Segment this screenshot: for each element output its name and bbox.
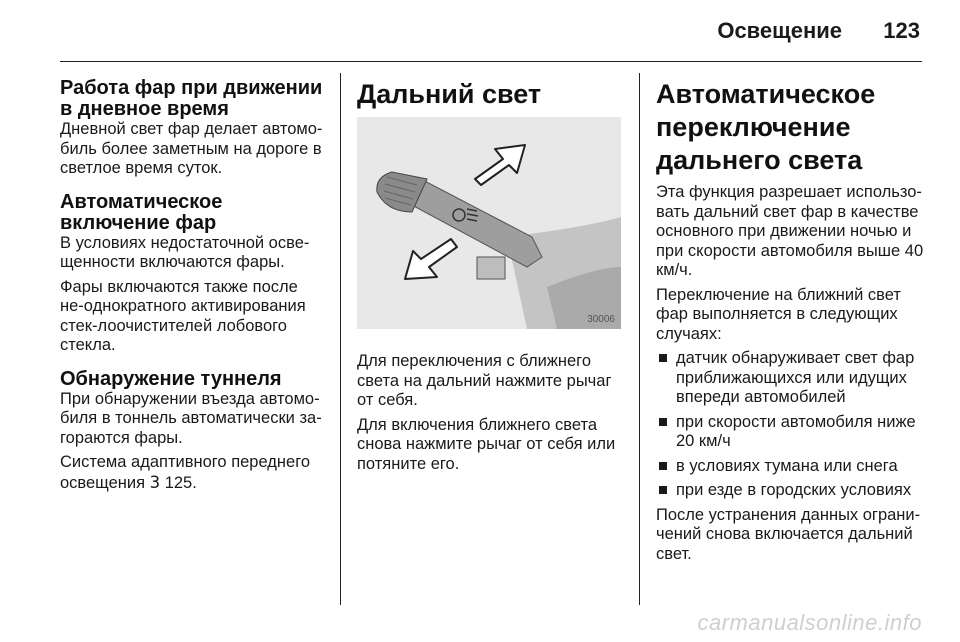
high-beam-lever-figure [357,117,621,329]
paragraph-high-beam-2: Для включения ближнего света снова нажмите рычаг от себя или потяните его. [357,415,616,473]
arrow-reference-icon: 3 [149,472,161,492]
list-item: при езде в городских условиях [656,481,926,501]
bullet-icon [659,486,667,494]
section-title-high-beam: Дальний свет [357,79,542,109]
list-item: при скорости автомобиля ниже 20 км/ч [656,413,926,452]
section-title-auto-light: Автоматическое включение фар [60,190,223,234]
column-left [60,78,324,506]
paragraph-tunnel-1: При обнаружении въезда автомо-биля в тоннель автоматически за-гораются фары. [60,389,322,447]
paragraph-daytime-lights: Дневной свет фар делает автомо-биль более заметным на дороге в светлое время суток. [60,120,323,177]
column-divider-2 [639,73,640,605]
page-title: Освещение [717,18,842,43]
bullet-icon [659,354,667,362]
page-reference-link[interactable]: 125. [164,473,197,492]
paragraph-auto-light-1: В условиях недостаточной осве-щенности включаются фары. [60,233,310,271]
afl-reference-text: Система адаптивного переднего освещения [60,453,311,492]
section-auto-light [60,192,324,356]
column-divider-1 [340,73,341,605]
section-tunnel [60,369,324,494]
conditions-list [656,349,926,501]
section-daytime-lights [60,78,324,179]
section-title-daytime-lights: Работа фар при движении в дневное время [60,77,323,120]
section-title-tunnel: Обнаружение туннеля [60,367,282,390]
paragraph-auto-light-2: Фары включаются также после не-однократного активирования стек-лоочистителей лобового стекла. [60,277,306,354]
paragraph-tunnel-2 [60,453,324,493]
paragraph-auto-high-beam-1: Эта функция разрешает использо-вать дальний свет фар в качестве основного при движении ночью и при скорости автомобиля выше 40 км/ч. [656,183,924,279]
watermark: carmanualsonline.info [697,610,922,635]
paragraph-auto-high-beam-3: После устранения данных ограни-чений снова включается дальний свет. [656,505,921,563]
paragraph-auto-high-beam-2: Переключение на ближний свет фар выполняется в следующих случаях: [656,285,901,343]
column-middle [357,78,627,479]
list-item: в условиях тумана или снега [656,457,926,477]
bullet-icon [659,462,667,470]
column-right [656,78,926,569]
header-divider [60,61,922,62]
figure-code: 30006 [587,314,615,325]
section-title-auto-high-beam: Автоматическое переключение дальнего света [656,79,876,175]
lever-illustration [357,117,621,329]
page-number: 123 [883,18,920,43]
list-item: датчик обнаруживает свет фар приближающихся или идущих впереди автомобилей [656,349,926,408]
paragraph-high-beam-1: Для переключения с ближнего света на дальний нажмите рычаг от себя. [357,352,612,409]
bullet-icon [659,418,667,426]
